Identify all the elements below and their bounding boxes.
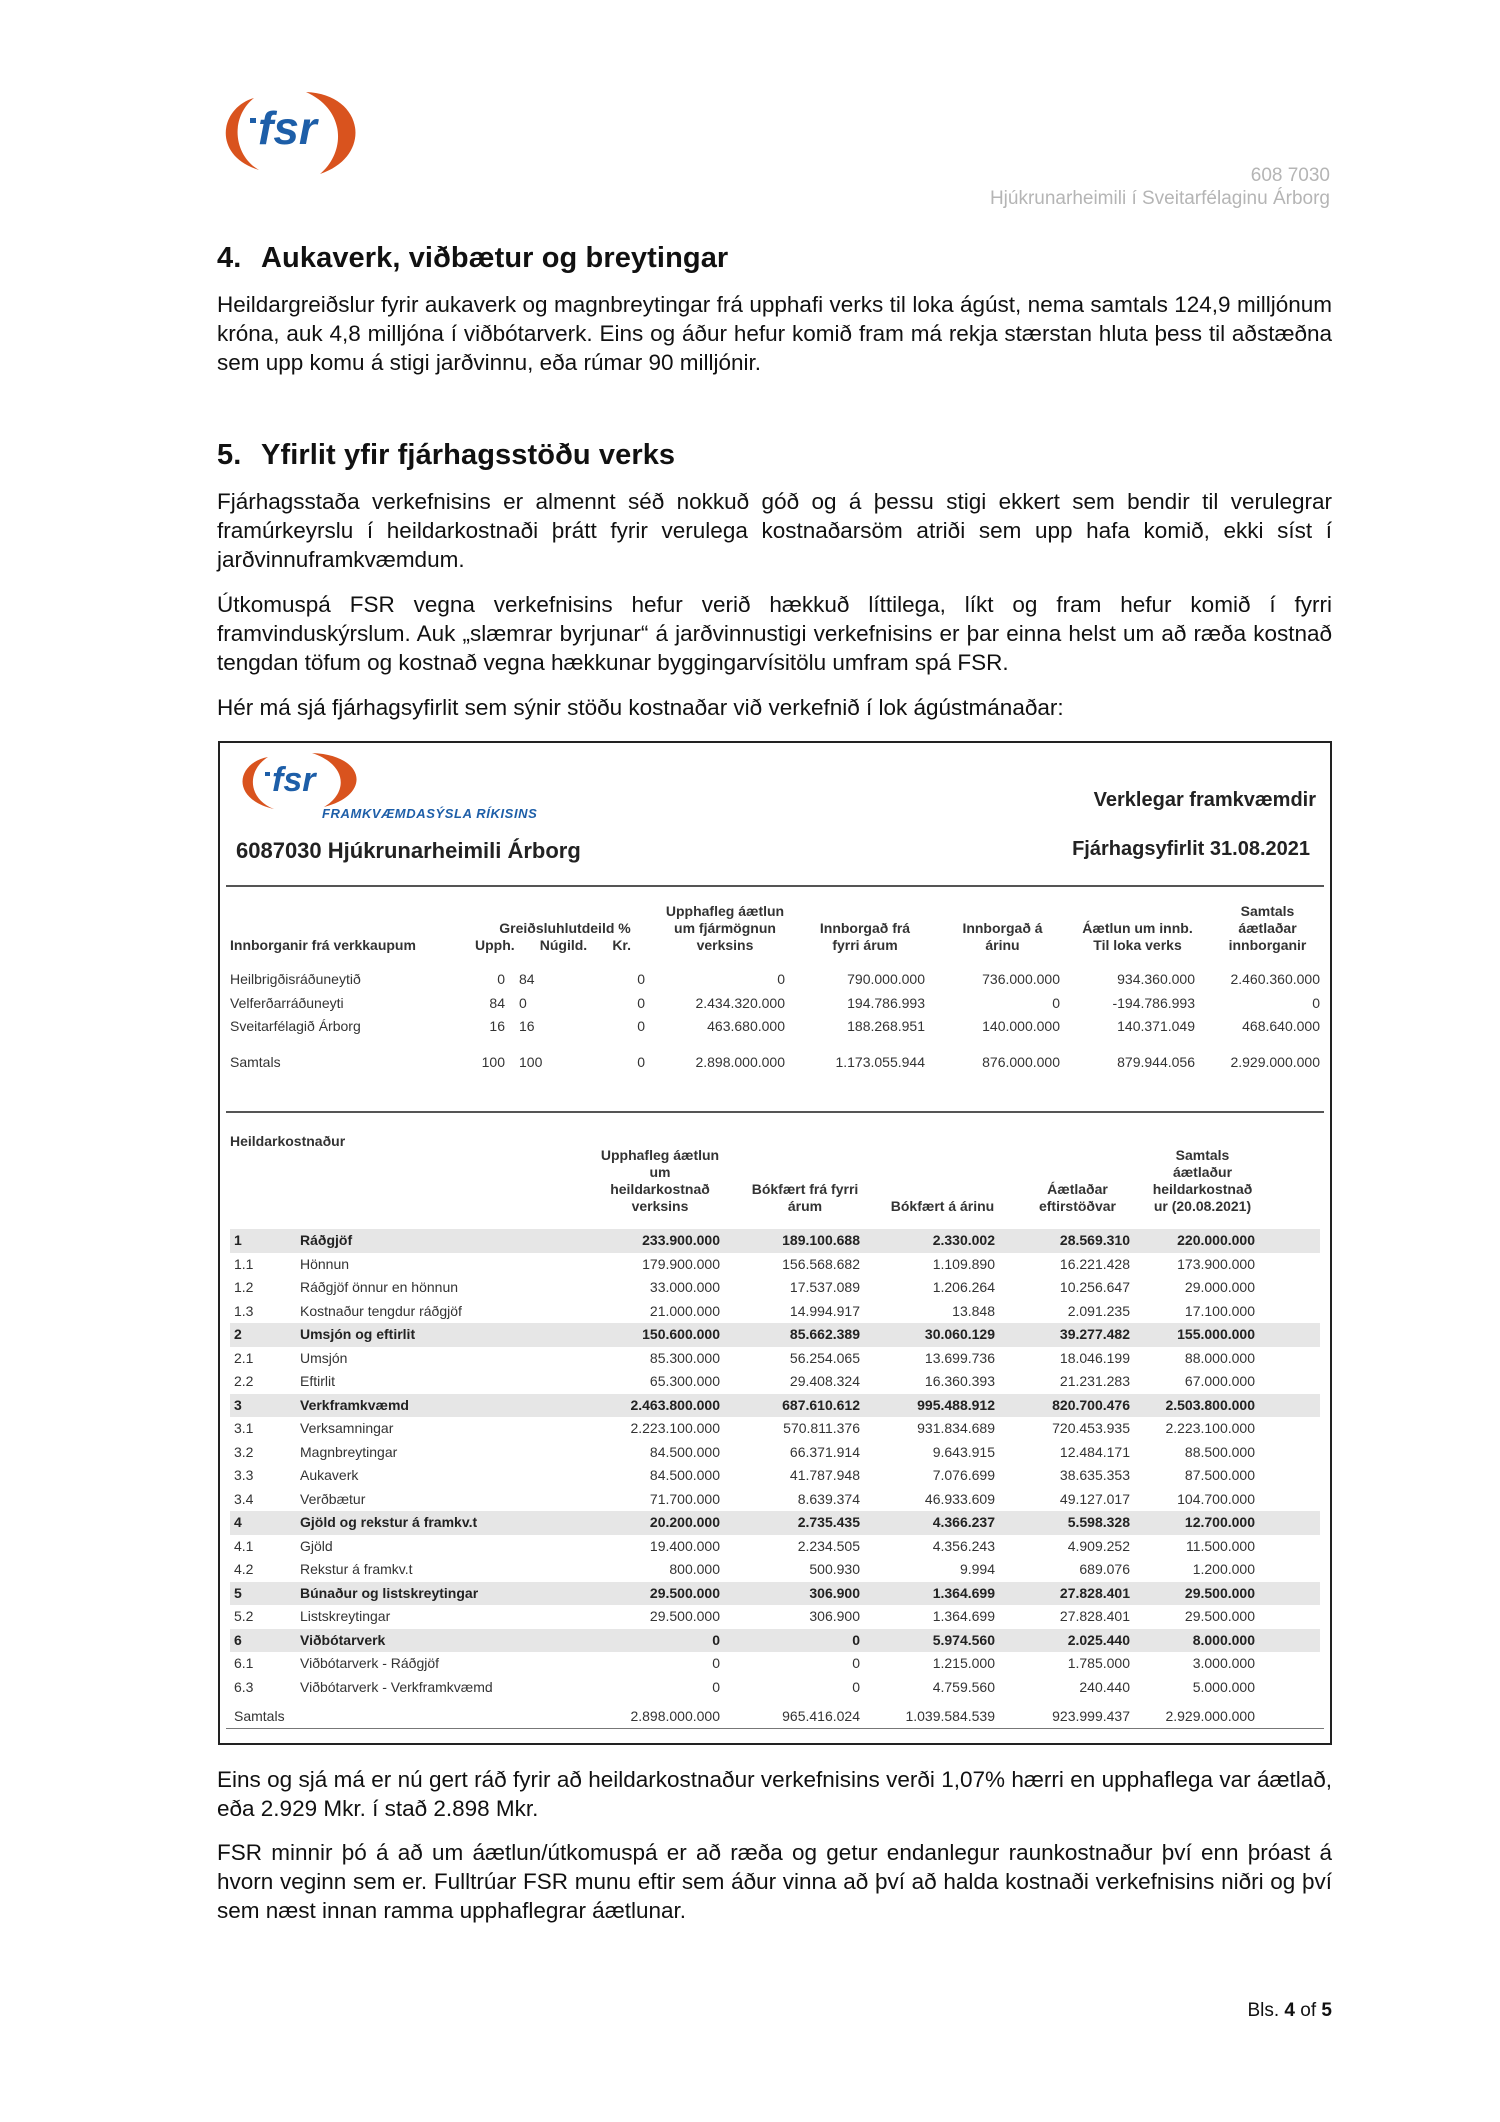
cost-code: 2 bbox=[230, 1323, 300, 1347]
row-pad bbox=[1255, 1629, 1320, 1653]
cost-row bbox=[230, 1535, 1320, 1559]
costs-table bbox=[230, 1133, 1320, 1733]
payments-table bbox=[230, 903, 1320, 1074]
cell-value: 18.046.199 bbox=[1059, 1349, 1130, 1366]
cell-value: 13.848 bbox=[952, 1302, 995, 1319]
cell-value: 4.759.560 bbox=[932, 1678, 995, 1695]
cost-name: Gjöld og rekstur á framkv.t bbox=[300, 1511, 570, 1535]
payments-row bbox=[230, 968, 1320, 992]
doc-number: 608 7030 bbox=[1250, 165, 1330, 186]
cell-value: 4.909.252 bbox=[1067, 1537, 1130, 1554]
cell-value: 17.100.000 bbox=[1184, 1302, 1255, 1319]
payments-row bbox=[230, 992, 1320, 1016]
cell-value: 150.600.000 bbox=[570, 1323, 720, 1347]
cell-value: 65.300.000 bbox=[649, 1373, 720, 1389]
cost-code: 3.2 bbox=[234, 1443, 254, 1460]
cell-value: 9.994 bbox=[959, 1561, 995, 1577]
cell-value: 2.929.000.000 bbox=[1230, 1053, 1320, 1070]
cost-code: 1 bbox=[230, 1229, 300, 1253]
cost-code: 3.4 bbox=[234, 1490, 254, 1507]
cost-group-row bbox=[230, 1229, 1320, 1253]
cell-value: 10.256.647 bbox=[1059, 1279, 1130, 1295]
cell-value: 0 bbox=[1052, 994, 1060, 1011]
report-type: Verklegar framkvæmdir bbox=[1093, 789, 1316, 811]
cell-value: 2.898.000.000 bbox=[695, 1053, 785, 1070]
conclusion-paragraph-1: Eins og sjá má er nú gert ráð fyrir að heildarkostnaður verkefnisins verði 1,07% hærri en upphaflega var áætlað, eða 2.929 Mkr. í stað 2.898 Mkr. bbox=[217, 1767, 1332, 1821]
cell-value: 8.639.374 bbox=[797, 1490, 860, 1507]
col-header: Áætlun um innb. Til loka verks bbox=[1082, 920, 1193, 953]
cell-value: 879.944.056 bbox=[1117, 1053, 1195, 1070]
cell-value: 233.900.000 bbox=[570, 1229, 720, 1253]
cell-value: 5.598.328 bbox=[995, 1511, 1130, 1535]
section-number: 5. bbox=[217, 439, 242, 471]
page-current: 4 bbox=[1284, 2000, 1295, 2021]
cell-value: 0 bbox=[637, 994, 645, 1011]
cell-value: 2.091.235 bbox=[1067, 1302, 1130, 1319]
cell-value: 0 bbox=[519, 994, 527, 1011]
cell-value: 188.268.951 bbox=[847, 1018, 925, 1034]
cell-value: 1.206.264 bbox=[932, 1279, 995, 1295]
cell-value: 12.700.000 bbox=[1130, 1511, 1255, 1535]
cost-name: Viðbótarverk - Verkframkvæmd bbox=[300, 1678, 493, 1695]
cell-value: 46.933.609 bbox=[924, 1490, 995, 1507]
cell-value: 1.039.584.539 bbox=[905, 1708, 995, 1724]
project-title: 6087030 Hjúkrunarheimili Árborg bbox=[236, 838, 581, 863]
cell-value: 3.000.000 bbox=[1192, 1655, 1255, 1671]
cell-value: 39.277.482 bbox=[995, 1323, 1130, 1347]
cell-value: 2.223.100.000 bbox=[630, 1420, 720, 1436]
cost-name: Ráðgjöf önnur en hönnun bbox=[300, 1279, 459, 1295]
cell-value: 720.453.935 bbox=[1052, 1420, 1130, 1436]
page-total: 5 bbox=[1321, 2000, 1332, 2021]
cell-value: 84.500.000 bbox=[649, 1467, 720, 1483]
col-header: Samtals áætlaður heildarkostnað ur (20.08.2021) bbox=[1152, 1147, 1253, 1214]
divider bbox=[226, 885, 1324, 887]
col-header: Innborganir frá verkkaupum bbox=[230, 937, 416, 953]
cell-value: 85.300.000 bbox=[649, 1349, 720, 1366]
cell-value: 1.364.699 bbox=[860, 1582, 995, 1606]
svg-text:fsr: fsr bbox=[272, 761, 316, 799]
col-header: Innborgað frá fyrri árum bbox=[819, 920, 911, 953]
cell-value: 2.735.435 bbox=[720, 1511, 860, 1535]
section-5-heading bbox=[217, 437, 1332, 473]
cell-value: 1.173.055.944 bbox=[835, 1053, 925, 1070]
row-label: Samtals bbox=[234, 1708, 285, 1724]
col-header: Núgild. bbox=[539, 937, 588, 953]
cell-value: 220.000.000 bbox=[1130, 1229, 1255, 1253]
cell-value: 736.000.000 bbox=[982, 971, 1060, 987]
cost-group-row bbox=[230, 1394, 1320, 1418]
cost-code: 2.1 bbox=[234, 1349, 254, 1366]
cell-value: 11.500.000 bbox=[1185, 1537, 1255, 1554]
cell-value: 38.635.353 bbox=[1059, 1467, 1130, 1483]
row-pad bbox=[1255, 1276, 1320, 1300]
cost-name: Magnbreytingar bbox=[300, 1443, 398, 1460]
row-pad bbox=[1255, 1582, 1320, 1606]
cell-value: 14.994.917 bbox=[789, 1302, 860, 1319]
cell-value: 84 bbox=[489, 994, 505, 1011]
cell-value: 5.974.560 bbox=[860, 1629, 995, 1653]
cost-code: 6 bbox=[230, 1629, 300, 1653]
cost-row bbox=[230, 1652, 1320, 1676]
cost-row bbox=[230, 1464, 1320, 1488]
cost-name: Kostnaður tengdur ráðgjöf bbox=[300, 1302, 462, 1319]
cell-value: 27.828.401 bbox=[1059, 1608, 1130, 1624]
cell-value: 84.500.000 bbox=[649, 1443, 720, 1460]
page-of: of bbox=[1300, 2000, 1317, 2021]
cost-code: 4 bbox=[230, 1511, 300, 1535]
row-pad bbox=[1255, 1394, 1320, 1418]
cost-group-row bbox=[230, 1323, 1320, 1347]
group-header-label: Greiðsluhlutdeild % bbox=[499, 920, 631, 936]
cell-value: 100 bbox=[481, 1053, 505, 1070]
row-pad bbox=[1255, 1229, 1320, 1253]
cost-row bbox=[230, 1605, 1320, 1629]
cell-value: 56.254.065 bbox=[789, 1349, 860, 1366]
row-pad bbox=[1255, 1253, 1320, 1277]
cell-value: 179.900.000 bbox=[642, 1255, 720, 1272]
cell-value: 9.643.915 bbox=[932, 1443, 995, 1460]
cell-value: 2.434.320.000 bbox=[695, 994, 785, 1011]
cell-value: 0 bbox=[852, 1678, 860, 1695]
cell-value: 500.930 bbox=[809, 1561, 860, 1577]
cell-value: 173.900.000 bbox=[1177, 1255, 1255, 1272]
row-pad bbox=[1255, 1323, 1320, 1347]
cell-value: 16 bbox=[489, 1018, 505, 1034]
cell-value: 71.700.000 bbox=[649, 1490, 720, 1507]
cost-group-row bbox=[230, 1511, 1320, 1535]
cell-value: 29.500.000 bbox=[570, 1582, 720, 1606]
fsr-logo-icon bbox=[214, 86, 364, 178]
section-5-paragraph-3: Hér má sjá fjárhagsyfirlit sem sýnir stöðu kostnaðar við verkefnið í lok ágústmánaðar: bbox=[217, 695, 1064, 720]
cost-row bbox=[230, 1276, 1320, 1300]
cell-value: 463.680.000 bbox=[707, 1018, 785, 1034]
cell-value: 2.929.000.000 bbox=[1165, 1708, 1255, 1724]
section-title: Yfirlit yfir fjárhagsstöðu verks bbox=[261, 439, 676, 471]
cell-value: 21.231.283 bbox=[1059, 1373, 1130, 1389]
row-pad bbox=[1255, 1511, 1320, 1535]
cell-value: 934.360.000 bbox=[1117, 971, 1195, 987]
cell-value: 16 bbox=[519, 1018, 535, 1034]
row-pad bbox=[1255, 1605, 1320, 1629]
cost-code: 1.2 bbox=[234, 1279, 254, 1295]
cell-value: 67.000.000 bbox=[1184, 1373, 1255, 1389]
row-label: Velferðarráðuneyti bbox=[230, 994, 344, 1011]
cell-value: 29.000.000 bbox=[1184, 1279, 1255, 1295]
cell-value: 28.569.310 bbox=[995, 1229, 1130, 1253]
cell-value: 88.500.000 bbox=[1184, 1443, 1255, 1460]
cost-group-row bbox=[230, 1582, 1320, 1606]
cost-row bbox=[230, 1347, 1320, 1371]
cell-value: 0 bbox=[1312, 994, 1320, 1011]
cell-value: 189.100.688 bbox=[720, 1229, 860, 1253]
cost-row bbox=[230, 1300, 1320, 1324]
row-pad bbox=[1255, 1441, 1320, 1465]
cell-value: 0 bbox=[777, 971, 785, 987]
section-title: Aukaverk, viðbætur og breytingar bbox=[261, 242, 729, 274]
cell-value: 1.785.000 bbox=[1067, 1655, 1130, 1671]
cell-value: 16.360.393 bbox=[924, 1373, 995, 1389]
cell-value: 41.787.948 bbox=[789, 1467, 860, 1483]
svg-text:fsr: fsr bbox=[258, 102, 317, 154]
cost-row bbox=[230, 1417, 1320, 1441]
cost-code: 3.3 bbox=[234, 1467, 254, 1483]
cost-row bbox=[230, 1558, 1320, 1582]
cost-name: Umsjón og eftirlit bbox=[300, 1323, 570, 1347]
cell-value: 1.215.000 bbox=[932, 1655, 995, 1671]
cell-value: 306.900 bbox=[720, 1582, 860, 1606]
cell-value: 27.828.401 bbox=[995, 1582, 1130, 1606]
cost-code: 4.1 bbox=[234, 1537, 254, 1554]
cost-name: Umsjón bbox=[300, 1349, 348, 1366]
cell-value: 20.200.000 bbox=[570, 1511, 720, 1535]
cell-value: 0 bbox=[852, 1655, 860, 1671]
cost-name: Hönnun bbox=[300, 1255, 350, 1272]
cell-value: 687.610.612 bbox=[720, 1394, 860, 1418]
cell-value: 5.000.000 bbox=[1192, 1678, 1255, 1695]
doc-subtitle: Hjúkrunarheimili í Sveitarfélaginu Árborg bbox=[989, 188, 1330, 209]
cell-value: 104.700.000 bbox=[1177, 1490, 1255, 1507]
col-header: Upphafleg áætlun um heildarkostnað verksins bbox=[600, 1147, 720, 1214]
cost-code: 6.1 bbox=[234, 1655, 254, 1671]
section-5-paragraph-1: Fjárhagsstaða verkefnisins er almennt séð nokkuð góð og á þessu stigi ekkert sem bendir til verulegrar framúrkeyrslu í heildarkostnaði þrátt fyrir verulega kostnaðarsöm atriði sem upp hafa komið, ekki síst í jarðvinnuframkvæmdum. bbox=[217, 489, 1332, 572]
cost-name: Verkframkvæmd bbox=[300, 1394, 570, 1418]
cell-value: 29.500.000 bbox=[649, 1608, 720, 1624]
payments-row bbox=[230, 1015, 1320, 1039]
cell-value: 30.060.129 bbox=[860, 1323, 995, 1347]
cell-value: 16.221.428 bbox=[1059, 1255, 1130, 1272]
col-header: Upph. bbox=[475, 937, 515, 953]
cell-value: 965.416.024 bbox=[782, 1708, 860, 1724]
cell-value: 0 bbox=[637, 971, 645, 987]
col-header-group bbox=[475, 903, 645, 954]
agency-name: FRAMKVÆMDASÝSLA RÍKISINS bbox=[322, 806, 538, 821]
cell-value: 156.568.682 bbox=[782, 1255, 860, 1272]
cost-code: 6.3 bbox=[234, 1678, 254, 1695]
cell-value: 570.811.376 bbox=[783, 1420, 860, 1436]
cost-name: Ráðgjöf bbox=[300, 1229, 570, 1253]
fsr-logo-icon bbox=[234, 751, 366, 813]
cell-value: 2.463.800.000 bbox=[570, 1394, 720, 1418]
row-pad bbox=[1255, 1370, 1320, 1394]
row-pad bbox=[1255, 1417, 1320, 1441]
cell-value: 4.356.243 bbox=[932, 1537, 995, 1554]
row-pad bbox=[1255, 1652, 1320, 1676]
cost-name: Listskreytingar bbox=[300, 1608, 391, 1624]
cell-value: 49.127.017 bbox=[1059, 1490, 1130, 1507]
cell-value: 0 bbox=[637, 1018, 645, 1034]
cell-value: 0 bbox=[712, 1655, 720, 1671]
cell-value: 29.408.324 bbox=[789, 1373, 860, 1389]
financial-overview bbox=[218, 741, 1332, 1745]
col-header: Upphafleg áætlun um fjármögnun verksins bbox=[665, 903, 785, 953]
cost-row bbox=[230, 1488, 1320, 1512]
cell-value: 13.699.736 bbox=[924, 1349, 995, 1366]
row-pad bbox=[1255, 1488, 1320, 1512]
cell-value: 4.366.237 bbox=[860, 1511, 995, 1535]
col-header: Innborgað á árinu bbox=[962, 920, 1043, 953]
cell-value: 155.000.000 bbox=[1130, 1323, 1255, 1347]
col-header: Heildarkostnaður bbox=[230, 1133, 346, 1149]
cell-value: 194.786.993 bbox=[847, 994, 925, 1011]
cost-code: 5.2 bbox=[234, 1608, 254, 1624]
cell-value: 790.000.000 bbox=[847, 971, 925, 987]
section-4-heading bbox=[217, 240, 1332, 276]
row-pad bbox=[1255, 1676, 1320, 1700]
col-header: Kr. bbox=[612, 937, 631, 953]
cell-value: 100 bbox=[519, 1053, 543, 1070]
cost-code: 5 bbox=[230, 1582, 300, 1606]
cell-value: 240.440 bbox=[1079, 1678, 1130, 1695]
row-pad bbox=[1255, 1535, 1320, 1559]
cost-row bbox=[230, 1253, 1320, 1277]
cell-value: 29.500.000 bbox=[1130, 1582, 1255, 1606]
row-pad bbox=[1255, 1464, 1320, 1488]
cost-code: 3 bbox=[230, 1394, 300, 1418]
cost-code: 3.1 bbox=[234, 1420, 254, 1436]
cost-group-row bbox=[230, 1629, 1320, 1653]
section-5-paragraph-2: Útkomuspá FSR vegna verkefnisins hefur verið hækkuð líttilega, líkt og fram hefur komið í fyrri framvinduskýrslum. Auk „slæmrar byrjunar“ á jarðvinnustigi verkefnisins er þar einna helst um að ræða kostnað tengdan töfum og kostnað vegna hækkunar byggingarvísitölu umfram spá FSR. bbox=[217, 592, 1332, 675]
cell-value: 2.898.000.000 bbox=[630, 1708, 720, 1724]
row-pad bbox=[1255, 1300, 1320, 1324]
cost-name: Gjöld bbox=[300, 1537, 333, 1554]
cell-value: 468.640.000 bbox=[1242, 1018, 1320, 1034]
cell-value: 12.484.171 bbox=[1059, 1443, 1130, 1460]
cell-value: 17.537.089 bbox=[789, 1279, 860, 1295]
cell-value: 88.000.000 bbox=[1184, 1349, 1255, 1366]
cell-value: 995.488.912 bbox=[860, 1394, 995, 1418]
cell-value: 2.460.360.000 bbox=[1230, 971, 1320, 987]
cell-value: 87.500.000 bbox=[1184, 1467, 1255, 1483]
cell-value: 85.662.389 bbox=[720, 1323, 860, 1347]
cell-value: 66.371.914 bbox=[789, 1443, 860, 1460]
page-number bbox=[1247, 2000, 1332, 2022]
cell-value: 0 bbox=[497, 971, 505, 987]
cell-value: 931.834.689 bbox=[917, 1420, 995, 1436]
cell-value: 923.999.437 bbox=[1052, 1708, 1130, 1724]
report-date: Fjárhagsyfirlit 31.08.2021 bbox=[1072, 838, 1310, 860]
cell-value: 1.200.000 bbox=[1192, 1561, 1255, 1577]
cell-value: 140.371.049 bbox=[1117, 1018, 1195, 1034]
cost-name: Rekstur á framkv.t bbox=[300, 1561, 413, 1577]
cell-value: 1.364.699 bbox=[932, 1608, 995, 1624]
cost-code: 1.1 bbox=[234, 1255, 254, 1272]
divider bbox=[226, 1111, 1324, 1113]
cell-value: 0 bbox=[570, 1629, 720, 1653]
cell-value: 0 bbox=[637, 1053, 645, 1070]
cell-value: 0 bbox=[720, 1629, 860, 1653]
cell-value: 7.076.699 bbox=[932, 1467, 995, 1483]
divider bbox=[226, 1728, 1324, 1729]
page-prefix: Bls. bbox=[1247, 2000, 1280, 2021]
cost-code: 1.3 bbox=[234, 1302, 254, 1319]
cost-name: Viðbótarverk - Ráðgjöf bbox=[300, 1655, 440, 1671]
cost-code: 4.2 bbox=[234, 1561, 254, 1577]
cell-value: 2.330.002 bbox=[860, 1229, 995, 1253]
cell-value: 2.503.800.000 bbox=[1130, 1394, 1255, 1418]
cell-value: 21.000.000 bbox=[649, 1302, 720, 1319]
section-4-paragraph: Heildargreiðslur fyrir aukaverk og magnbreytingar frá upphafi verks til loka ágúst, nema samtals 124,9 milljónum króna, auk 4,8 milljóna í viðbótarverk. Eins og áður hefur komið fram má rekja stærstan hluta þess til aðstæðna sem upp komu á stigi jarðvinnu, eða rúmar 90 milljónir. bbox=[217, 292, 1332, 375]
col-header: Áætlaðar eftirstöðvar bbox=[1038, 1181, 1117, 1214]
cost-name: Aukaverk bbox=[300, 1467, 359, 1483]
cell-value: 140.000.000 bbox=[982, 1018, 1060, 1034]
row-label: Heilbrigðisráðuneytið bbox=[230, 971, 361, 987]
cell-value: 29.500.000 bbox=[1184, 1608, 1255, 1624]
cell-value: 8.000.000 bbox=[1130, 1629, 1255, 1653]
cell-value: 84 bbox=[519, 971, 535, 987]
cell-value: 306.900 bbox=[809, 1608, 860, 1624]
row-pad bbox=[1255, 1347, 1320, 1371]
cost-name: Búnaður og listskreytingar bbox=[300, 1582, 570, 1606]
cell-value: 820.700.476 bbox=[995, 1394, 1130, 1418]
payments-total-row bbox=[230, 1051, 1320, 1075]
cell-value: 2.223.100.000 bbox=[1165, 1420, 1255, 1436]
cost-name: Eftirlit bbox=[300, 1373, 335, 1389]
document-reference bbox=[990, 164, 1330, 210]
cell-value: 0 bbox=[712, 1678, 720, 1695]
cell-value: 2.025.440 bbox=[995, 1629, 1130, 1653]
cell-value: 800.000 bbox=[669, 1561, 720, 1577]
cost-row bbox=[230, 1441, 1320, 1465]
cell-value: 19.400.000 bbox=[649, 1537, 720, 1554]
col-header: Bókfært frá fyrri árum bbox=[751, 1181, 859, 1214]
row-pad bbox=[1255, 1558, 1320, 1582]
cost-name: Verksamningar bbox=[300, 1420, 394, 1436]
cell-value: 2.234.505 bbox=[797, 1537, 860, 1554]
cost-code: 2.2 bbox=[234, 1373, 254, 1389]
cell-value: -194.786.993 bbox=[1112, 994, 1195, 1011]
col-header: Bókfært á árinu bbox=[890, 1198, 995, 1214]
section-number: 4. bbox=[217, 242, 242, 274]
row-label: Sveitarfélagið Árborg bbox=[230, 1018, 361, 1034]
col-header: Samtals áætlaðar innborganir bbox=[1228, 903, 1307, 953]
cost-name: Viðbótarverk bbox=[300, 1629, 570, 1653]
conclusion-paragraph-2: FSR minnir þó á að um áætlun/útkomuspá er að ræða og getur endanlegur raunkostnaður því enn þróast á hvorn veginn sem er. Fulltrúar FSR munu eftir sem áður vinna að því að halda kostnaði verkefnisins niðri og því sem næst innan ramma upphaflegrar áætlunar. bbox=[217, 1840, 1332, 1923]
cost-row bbox=[230, 1370, 1320, 1394]
cost-row bbox=[230, 1676, 1320, 1700]
cell-value: 33.000.000 bbox=[649, 1279, 720, 1295]
row-label: Samtals bbox=[230, 1053, 281, 1070]
cell-value: 1.109.890 bbox=[932, 1255, 995, 1272]
cost-name: Verðbætur bbox=[300, 1490, 366, 1507]
cell-value: 876.000.000 bbox=[982, 1053, 1060, 1070]
cell-value: 689.076 bbox=[1079, 1561, 1130, 1577]
